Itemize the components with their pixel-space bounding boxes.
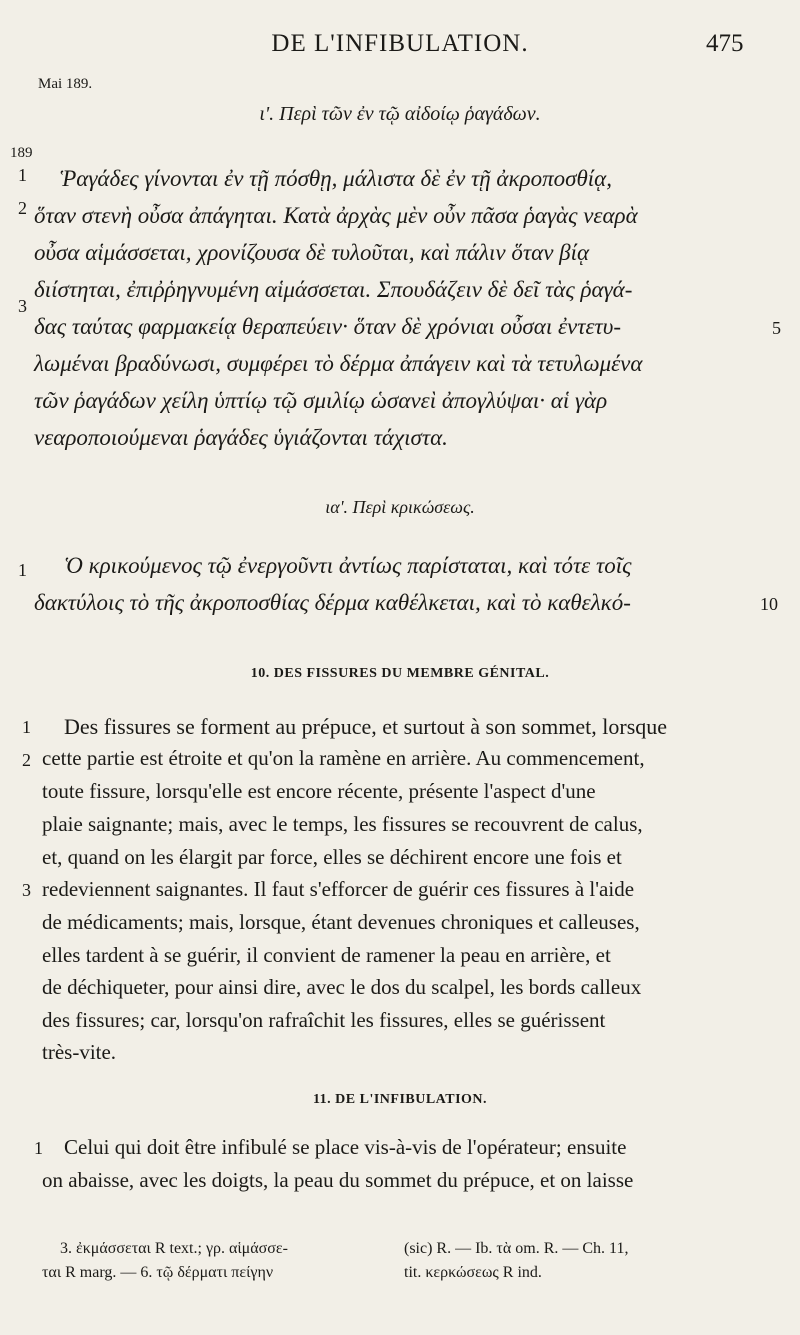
line-number: 1 xyxy=(22,717,31,737)
french-line: très-vite. xyxy=(42,1040,117,1064)
greek-line: δακτύλοις τὸ τῆς ἀκροποσθίας δέρμα καθέλκεται, καὶ τὸ καθελκό- xyxy=(34,590,631,615)
line-number: 2 xyxy=(18,198,27,218)
greek-line: νεαροποιούμεναι ῥαγάδες ὑγιάζονται τάχιστα. xyxy=(34,425,448,450)
line-number: 10 xyxy=(760,594,778,614)
footnote-left-2: ται R marg. — 6. τῷ δέρματι πείγην xyxy=(42,1264,274,1281)
french-section-10-title: 10. DES FISSURES DU MEMBRE GÉNITAL. xyxy=(250,666,550,681)
greek-line: τῶν ῥαγάδων χείλη ὑπτίῳ τῷ σμιλίῳ ὡσανεὶ ἀπογλύψαι· αἱ γὰρ xyxy=(34,388,608,413)
footnote-right-1: (sic) R. — Ib. τὰ om. R. — Ch. 11, xyxy=(404,1240,629,1257)
line-number: 3 xyxy=(22,880,31,900)
greek-line: ὅταν στενὴ οὖσα ἀπάγηται. Κατὰ ἀρχὰς μὲν οὖν πᾶσα ῥαγὰς νεαρὰ xyxy=(34,203,638,228)
french-line: Celui qui doit être infibulé se place vis-à-vis de l'opérateur; ensuite xyxy=(64,1135,627,1159)
line-number: 5 xyxy=(772,318,781,338)
french-line: toute fissure, lorsqu'elle est encore récente, présente l'aspect d'une xyxy=(42,779,596,803)
page-number: 475 xyxy=(706,30,744,57)
greek-line: Ῥαγάδες γίνονται ἐν τῇ πόσθῃ, μάλιστα δὲ ἐν τῇ ἀκροποσθίᾳ, xyxy=(60,166,612,191)
greek-line: διίστηται, ἐπιῤῥηγνυμένη αἱμάσσεται. Σπουδάζειν δὲ δεῖ τὰς ῥαγά- xyxy=(34,277,633,302)
margin-date: Mai 189. xyxy=(38,76,93,92)
greek-line: λωμέναι βραδύνωσι, συμφέρει τὸ δέρμα ἀπάγειν καὶ τὰ τετυλωμένα xyxy=(34,351,643,376)
footnote-left-1: 3. ἐκμάσσεται R text.; γρ. αἱμάσσε- xyxy=(60,1240,288,1257)
line-number: 2 xyxy=(22,750,31,770)
footnote-right-2: tit. κερκώσεως R ind. xyxy=(404,1264,542,1281)
french-line: de déchiqueter, pour ainsi dire, avec le dos du scalpel, les bords calleux xyxy=(42,975,642,999)
french-line: elles tardent à se guérir, il convient de ramener la peau en arrière, et xyxy=(42,943,611,967)
greek-line: δας ταύτας φαρμακείᾳ θεραπεύειν· ὅταν δὲ χρόνιαι οὖσαι ἐντετυ- xyxy=(34,314,622,339)
french-line: de médicaments; mais, lorsque, étant devenues chroniques et calleuses, xyxy=(42,910,640,934)
french-line: plaie saignante; mais, avec le temps, les fissures se recouvrent de calus, xyxy=(42,812,643,836)
greek-line: Ὁ κρικούμενος τῷ ἐνεργοῦντι ἀντίως παρίσταται, καὶ τότε τοῖς xyxy=(64,553,632,578)
line-number: 1 xyxy=(34,1138,43,1158)
greek-line: οὖσα αἱμάσσεται, χρονίζουσα δὲ τυλοῦται, καὶ πάλιν ὅταν βίᾳ xyxy=(34,240,590,265)
french-line: et, quand on les élargit par force, elles se déchirent encore une fois et xyxy=(42,845,622,869)
greek-section-11-title: ια'. Περὶ κρικώσεως. xyxy=(325,497,475,517)
line-number: 3 xyxy=(18,296,27,316)
french-line: cette partie est étroite et qu'on la ramène en arrière. Au commencement, xyxy=(42,746,645,770)
line-number: 1 xyxy=(18,560,27,580)
french-line: Des fissures se forment au prépuce, et surtout à son sommet, lorsque xyxy=(64,714,668,739)
french-line: des fissures; car, lorsqu'on rafraîchit les fissures, elles se guérissent xyxy=(42,1008,606,1032)
margin-ref: 189 xyxy=(10,145,33,161)
running-title: DE L'INFIBULATION. xyxy=(271,30,529,57)
french-line: on abaisse, avec les doigts, la peau du sommet du prépuce, et on laisse xyxy=(42,1168,634,1192)
greek-section-10-title: ι'. Περὶ τῶν ἐν τῷ αἰδοίῳ ῥαγάδων. xyxy=(259,103,541,125)
french-section-11-title: 11. DE L'INFIBULATION. xyxy=(312,1092,488,1107)
line-number: 1 xyxy=(18,165,27,185)
french-line: redeviennent saignantes. Il faut s'efforcer de guérir ces fissures à l'aide xyxy=(42,877,635,901)
